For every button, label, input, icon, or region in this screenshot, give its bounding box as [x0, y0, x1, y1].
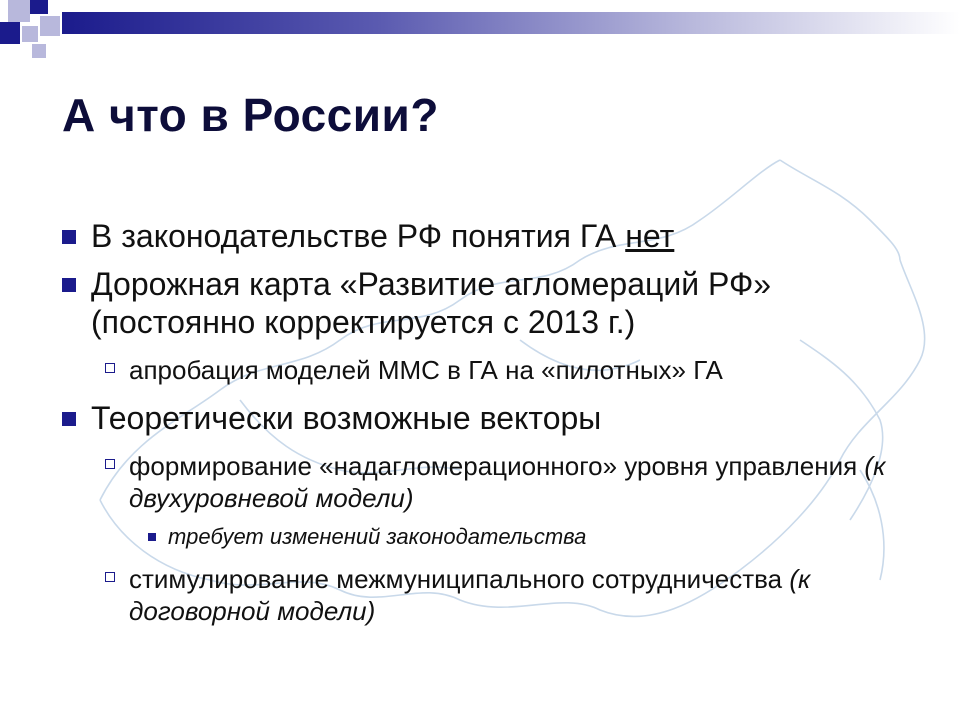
square-bullet-icon [62, 278, 76, 292]
bullet-text: Дорожная карта «Развитие агломераций РФ» (постоянно корректируется с 2013 г.) [91, 266, 772, 340]
bullet-text [62, 217, 922, 255]
square-bullet-icon [62, 412, 76, 426]
header-gradient-bar [62, 12, 960, 34]
italic-text: (к двухуровневой модели) [129, 451, 886, 513]
bullet-text-part: В законодательстве РФ понятия ГА [91, 218, 626, 254]
decor-square [40, 16, 60, 36]
bullet-item [62, 399, 922, 437]
sub-bullet-item [105, 354, 925, 386]
italic-text: (к договорной модели) [129, 564, 811, 626]
underlined-text: нет [625, 218, 675, 254]
decor-square [32, 44, 46, 58]
sub-bullet-text: апробация моделей ММС в ГА на «пилотных» ГА [129, 355, 723, 385]
square-bullet-icon [62, 230, 76, 244]
square-bullet-icon [148, 533, 156, 541]
sub-bullet-text-part: стимулирование межмуниципального сотрудничества [129, 564, 790, 594]
bullet-item [62, 217, 922, 255]
hollow-square-bullet-icon [105, 363, 115, 373]
decor-square [0, 22, 20, 44]
sub-bullet-text-part: формирование «надагломерационного» уровня управления [129, 451, 865, 481]
sub-bullet-text [105, 450, 895, 514]
decor-square [30, 0, 48, 14]
decor-square [8, 0, 30, 22]
hollow-square-bullet-icon [105, 459, 115, 469]
bullet-item [62, 265, 842, 341]
sub-bullet-item [105, 563, 895, 627]
decor-square [22, 26, 38, 42]
sub-bullet-text [105, 563, 895, 627]
sub-bullet-item [105, 450, 895, 514]
page-title: А что в России? [62, 89, 439, 141]
sub-sub-bullet-item [148, 523, 848, 551]
sub-sub-bullet-text: требует изменений законодательства [168, 524, 587, 549]
bullet-text: Теоретически возможные векторы [91, 400, 602, 436]
hollow-square-bullet-icon [105, 572, 115, 582]
